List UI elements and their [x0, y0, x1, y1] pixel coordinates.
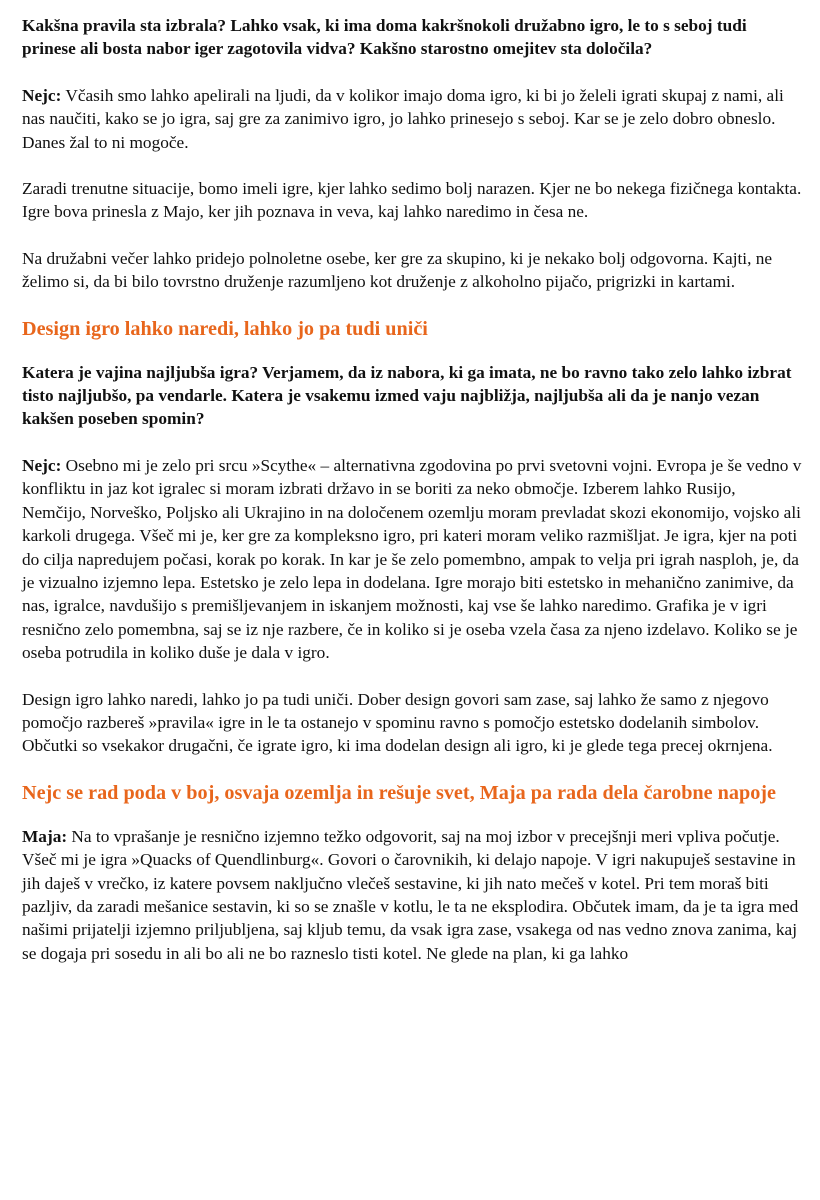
section-heading: Nejc se rad poda v boj, osvaja ozemlja in rešuje svet, Maja pa rada dela čarobne napoje — [22, 781, 776, 804]
interview-answer — [22, 454, 802, 665]
section-heading: Design igro lahko naredi, lahko jo pa tudi uniči — [22, 317, 428, 340]
interview-question: Katera je vajina najljubša igra? Verjamem, da iz nabora, ki ga imata, ne bo ravno tako zelo lahko izbrat tisto najljubšo, pa vendarle. Katera je vsakemu izmed vaju najbližja, najljubša ali da je nanjo vezan kakšen poseben spomin? — [22, 362, 792, 429]
speaker-label: Nejc: — [22, 85, 62, 105]
interview-answer — [22, 84, 802, 154]
interview-answer — [22, 825, 802, 965]
answer-text: Včasih smo lahko apelirali na ljudi, da v kolikor imajo doma igro, ki bi jo želeli igrati skupaj z nami, ali nas naučiti, kako se jo igra, saj gre za zanimivo igro, jo lahko prinesejo s seboj. Kar se je zelo dobro obneslo. Danes žal to ni mogoče. — [22, 85, 784, 152]
paragraph: Zaradi trenutne situacije, bomo imeli igre, kjer lahko sedimo bolj narazen. Kjer ne bo nekega fizičnega kontakta. Igre bova prinesla z Majo, ker jih poznava in veva, kaj lahko naredimo in česa ne. — [22, 179, 802, 222]
speaker-label: Maja: — [22, 826, 68, 846]
interview-question: Kakšna pravila sta izbrala? Lahko vsak, ki ima doma kakršnokoli družabno igro, le to s seboj tudi prinese ali bosta nabor iger zagotovila vidva? Kakšno starostno omejitev sta določila? — [22, 16, 747, 59]
paragraph: Design igro lahko naredi, lahko jo pa tudi uniči. Dober design govori sam zase, saj lahko že samo z njegovo pomočjo razbereš »pravila« igre in le ta ostanejo v spominu ravno s pomočjo estetsko dodelanih simbolov. Občutki so vsekakor drugačni, če igrate igro, ki ima dodelan design ali igro, ki je glede tega precej okrnjena. — [22, 689, 773, 756]
article — [22, 14, 802, 965]
answer-text: Osebno mi je zelo pri srcu »Scythe« – alternativna zgodovina po prvi svetovni vojni. Evropa je še vedno v konfliktu in jaz kot igralec si moram izbrati državo in se boriti za neko območje. Izberem lahko Rusijo, Nemčijo, Norveško, Poljsko ali Ukrajino in na določenem ozemlju moram prevladat skozi ekonomijo, vojsko ali karkoli drugega. Všeč mi je, ker gre za kompleksno igro, pri kateri moram veliko razmišljat. Je igra, kjer na poti do cilja napredujem počasi, korak po korak. In kar je še zelo pomembno, ampak to velja pri igrah nasploh, je, da je vizualno izjemno lepa. Estetsko je zelo lepa in dodelana. Igre morajo biti estetsko in mehanično zanimive, da nas, igralce, navdušijo s premišljevanjem in iskanjem možnosti, kaj vse še lahko naredimo. Grafika je v igri resnično zelo pomembna, saj se iz nje razbere, če in koliko si je oseba vzela časa za njeno izdelavo. Koliko se je oseba potrudila in koliko duše je dala v igro. — [22, 455, 802, 663]
answer-text: Na to vprašanje je resnično izjemno težko odgovorit, saj na moj izbor v precejšnji meri vpliva počutje. Všeč mi je igra »Quacks of Quendlinburg«. Govori o čarovnikih, ki delajo napoje. V igri nakupuješ sestavine in jih daješ v vrečko, iz katere povsem naključno vlečeš sestavine, ki jih nato mečeš v kotel. Pri tem moraš biti pazljiv, da zaradi mešanice sestavin, ki so se znašle v kotlu, le ta ne eksplodira. Občutek imam, da je ta igra med našimi prijatelji izjemno priljubljena, saj kljub temu, da vsak igra zase, vsakega od nas vedno znova zanima, kaj se dogaja pri sosedu in ali bo ali ne bo razneslo tisti kotel. Ne glede na plan, ki ga lahko — [22, 826, 799, 963]
paragraph: Na družabni večer lahko pridejo polnoletne osebe, ker gre za skupino, ki je nekako bolj odgovorna. Kajti, ne želimo si, da bi bilo tovrstno druženje razumljeno kot druženje z alkoholno pijačo, prigrizki in kartami. — [22, 248, 773, 292]
speaker-label: Nejc: — [22, 455, 62, 475]
